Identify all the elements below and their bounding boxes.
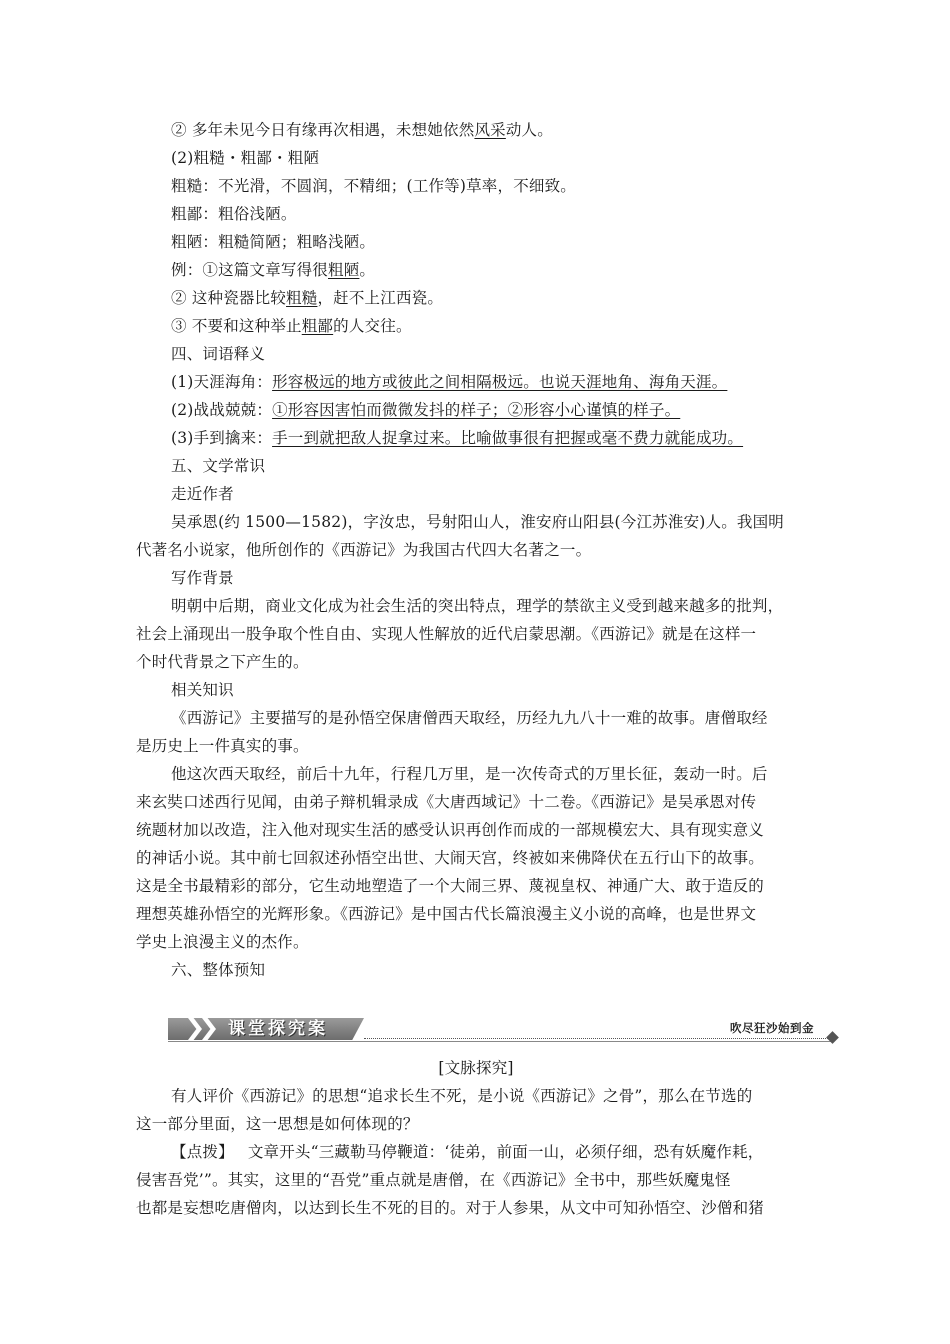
- idiom-definition: (2)战战兢兢：①形容因害怕而微微发抖的样子；②形容小心谨慎的样子。: [171, 401, 681, 419]
- subsection-heading: 写作背景: [171, 569, 234, 587]
- knowledge-paragraph-line: 是历史上一件真实的事。: [136, 737, 309, 755]
- background-paragraph-line: 社会上涌现出一股争取个性自由、实现人性解放的近代启蒙思潮。《西游记》就是在这样一: [136, 625, 757, 643]
- author-paragraph-line: 吴承恩(约 1500—1582)，字汝忠，号射阳山人，淮安府山阳县(今江苏淮安)人。我国明: [171, 513, 785, 531]
- section-banner: [168, 1016, 840, 1046]
- hint-paragraph-line: 【点拨】 文章开头“三藏勒马停鞭道：‘徒弟，前面一山，必须仔细，恐有妖魔作耗，: [171, 1143, 764, 1161]
- knowledge-paragraph-line: 学史上浪漫主义的杰作。: [136, 933, 309, 951]
- knowledge-paragraph-line: 他这次西天取经，前后十九年，行程几万里，是一次传奇式的万里长征，轰动一时。后: [171, 765, 768, 783]
- idiom-definition: (1)天涯海角：形容极远的地方或彼此之间相隔极远。也说天涯地角、海角天涯。: [171, 373, 728, 391]
- knowledge-paragraph-line: 这是全书最精彩的部分，它生动地塑造了一个大闹三界、蔑视皇权、神通广大、敢于造反的: [136, 877, 765, 895]
- background-paragraph-line: 明朝中后期，商业文化成为社会生活的突出特点，理学的禁欲主义受到越来越多的批判，: [171, 597, 784, 615]
- knowledge-paragraph-line: 理想英雄孙悟空的光辉形象。《西游记》是中国古代长篇浪漫主义小说的高峰，也是世界文: [136, 905, 757, 923]
- banner-title: 课堂探究案: [228, 1019, 328, 1039]
- word-group-heading: (2)粗糙・粗鄙・粗陋: [171, 149, 320, 167]
- banner-divider: [364, 1038, 834, 1039]
- definition-line: 粗鄙：粗俗浅陋。: [171, 205, 297, 223]
- example-line: ② 多年未见今日有缘再次相遇，未想她依然风采动人。: [171, 121, 553, 139]
- knowledge-paragraph-line: 《西游记》主要描写的是孙悟空保唐僧西天取经，历经九九八十一难的故事。唐僧取经: [171, 709, 768, 727]
- background-paragraph-line: 个时代背景之下产生的。: [136, 653, 309, 671]
- example-line: ③ 不要和这种举止粗鄙的人交往。: [171, 317, 412, 335]
- banner-divider: [168, 1041, 834, 1042]
- subsection-heading: 相关知识: [171, 681, 234, 699]
- hint-paragraph-line: 也都是妄想吃唐僧肉，以达到长生不死的目的。对于人参果，从文中可知孙悟空、沙僧和猪: [136, 1199, 765, 1217]
- section-heading: 五、文学常识: [171, 457, 266, 475]
- example-line: 例：①这篇文章写得很粗陋。: [171, 261, 376, 279]
- author-paragraph-line: 代著名小说家，他所创作的《西游记》为我国古代四大名著之一。: [136, 541, 592, 559]
- knowledge-paragraph-line: 来玄奘口述西行见闻，由弟子辩机辑录成《大唐西域记》十二卷。《西游记》是吴承恩对传: [136, 793, 757, 811]
- banner-slogan: 吹尽狂沙始到金: [730, 1021, 814, 1035]
- section-heading: 六、整体预知: [171, 961, 266, 979]
- hint-paragraph-line: 侵害吾党’”。其实，这里的“吾党”重点就是唐僧，在《西游记》全书中，那些妖魔鬼怪: [136, 1171, 731, 1189]
- definition-line: 粗陋：粗糙简陋；粗略浅陋。: [171, 233, 376, 251]
- definition-line: 粗糙：不光滑，不圆润，不精细；(工作等)草率，不细致。: [171, 177, 576, 195]
- section-heading: 四、词语释义: [171, 345, 266, 363]
- hint-label: 【点拨】: [171, 1143, 234, 1161]
- question-paragraph-line: 有人评价《西游记》的思想“追求长生不死，是小说《西游记》之骨”，那么在节选的: [171, 1087, 753, 1105]
- example-line: ② 这种瓷器比较粗糙，赶不上江西瓷。: [171, 289, 444, 307]
- section-title: [文脉探究]: [438, 1059, 514, 1077]
- subsection-heading: 走近作者: [171, 485, 234, 503]
- knowledge-paragraph-line: 的神话小说。其中前七回叙述孙悟空出世、大闹天宫，终被如来佛降伏在五行山下的故事。: [136, 849, 765, 867]
- idiom-definition: (3)手到擒来：手一到就把敌人捉拿过来。比喻做事很有把握或毫不费力就能成功。: [171, 429, 744, 447]
- question-paragraph-line: 这一部分里面，这一思想是如何体现的？: [136, 1115, 419, 1133]
- knowledge-paragraph-line: 统题材加以改造，注入他对现实生活的感受认识再创作而成的一部规模宏大、具有现实意义: [136, 821, 765, 839]
